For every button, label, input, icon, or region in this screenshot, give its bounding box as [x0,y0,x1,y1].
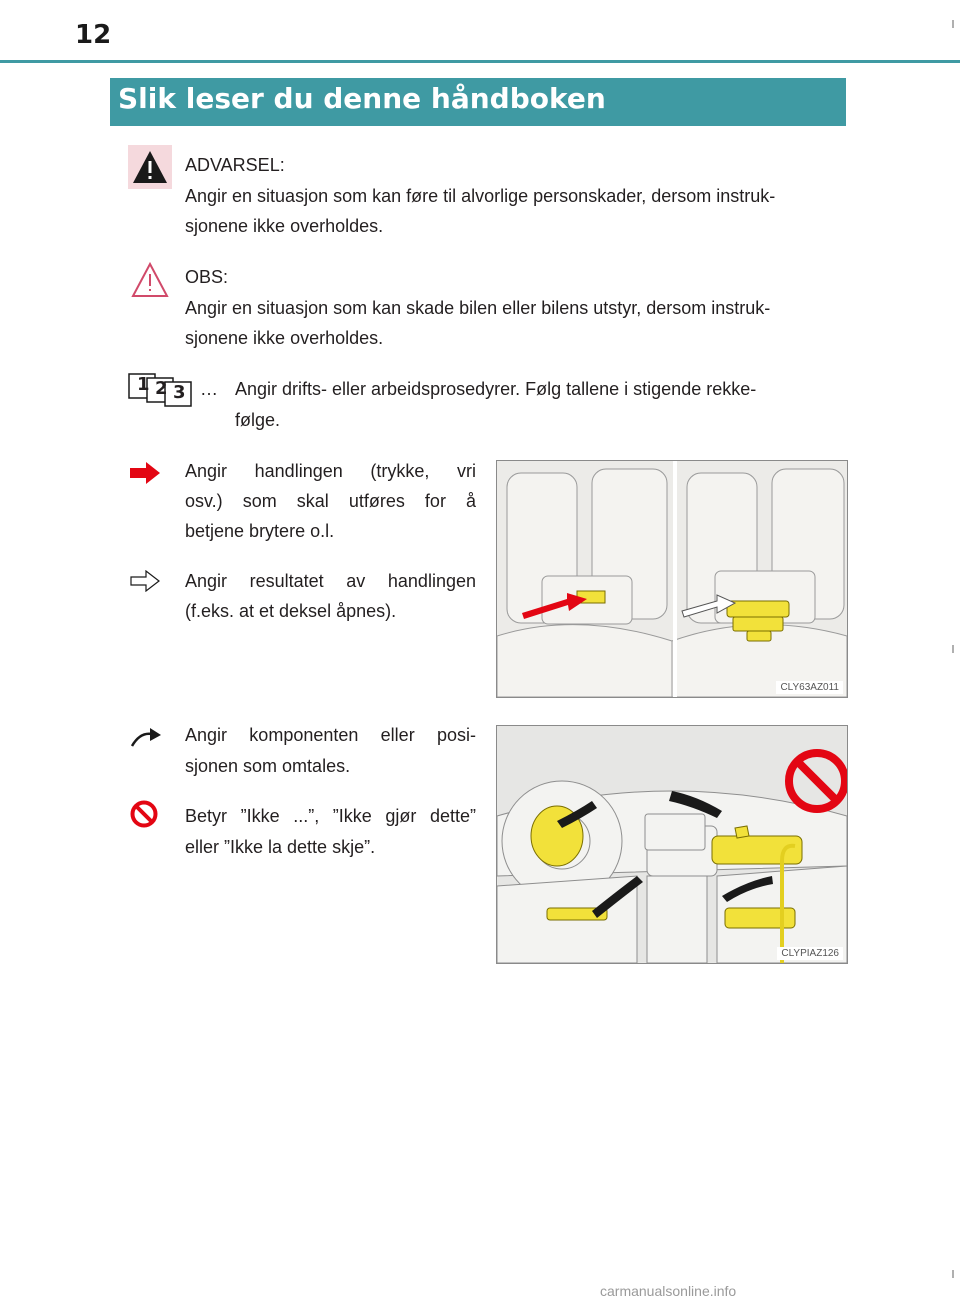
warning-text-line: sjonene ikke overholdes. [185,216,384,236]
action-text-line: osv.) som skal utføres for å [185,491,476,511]
margin-mark [952,1270,954,1278]
action-text-line: betjene brytere o.l. [185,521,335,541]
steps-text-line: Angir drifts- eller arbeidsprosedyrer. Følg tallene i stigende rekke- [235,379,757,399]
action-text-line: Angir handlingen (trykke, vri [185,461,476,481]
margin-mark [952,645,954,653]
notice-text-line: sjonene ikke overholdes. [185,328,384,348]
result-text-line: Angir resultatet av handlingen [185,571,476,591]
prohibition-icon [130,800,158,828]
warning-text-line: Angir en situasjon som kan føre til alvorlige personskader, dersom instruk- [185,186,776,206]
warning-triangle-outline-icon [128,258,172,302]
notice-heading: OBS: [185,267,229,287]
step-badge: 2 [155,378,168,399]
curved-arrow-icon [130,726,162,748]
prohibition-text-line: Betyr ”Ikke ...”, ”Ikke gjør dette” [185,806,476,826]
top-rule [0,60,960,63]
component-text-line: Angir komponenten eller posi- [185,725,476,745]
steps-ellipsis: … [200,379,218,399]
seat-armrest-figure [496,460,848,698]
solid-arrow-icon [130,462,160,484]
warning-triangle-filled-icon [128,145,172,189]
figure-code: CLY63AZ011 [776,681,843,694]
watermark: carmanualsonline.info [600,1283,737,1299]
dashboard-figure [496,725,848,964]
step-badge: 1 [137,374,150,395]
section-header [110,78,846,126]
step-badge: 3 [173,382,186,403]
warning-heading: ADVARSEL: [185,155,285,175]
step-badges [128,373,198,407]
notice-text-line: Angir en situasjon som kan skade bilen eller bilens utstyr, dersom instruk- [185,298,771,318]
prohibition-text-line: eller ”Ikke la dette skje”. [185,837,376,857]
figure-code: CLYPIAZ126 [777,947,843,960]
steps-text-line: følge. [235,410,281,430]
component-text-line: sjonen som omtales. [185,756,351,776]
result-text-line: (f.eks. at et deksel åpnes). [185,601,397,621]
page-number: 12 [75,20,112,50]
outline-arrow-icon [130,570,160,592]
margin-mark [952,20,954,28]
section-title: Slik leser du denne håndboken [118,82,606,115]
